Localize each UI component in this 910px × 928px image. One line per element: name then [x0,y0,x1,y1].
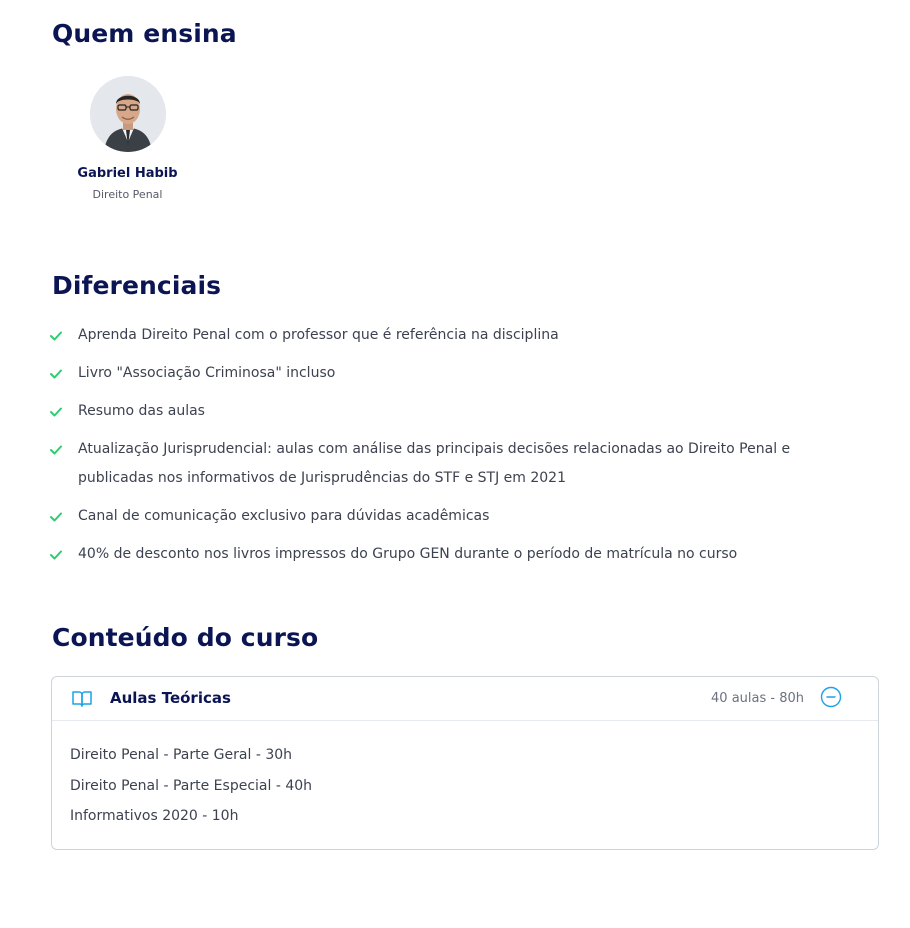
check-icon [50,321,78,350]
feature-text: 40% de desconto nos livros impressos do Grupo GEN durante o período de matrícula no curso [78,546,738,562]
module-header[interactable] [52,677,878,721]
feature-text: Resumo das aulas [78,403,205,419]
check-icon [50,359,78,388]
feature-text: Atualização Jurisprudencial: aulas com análise das principais decisões relacionadas ao Direito Penal e publicadas nos informativos de Jurisprudências do STF e STJ em 2021 [78,441,791,486]
module-item: Direito Penal - Parte Especial - 40h [70,777,313,794]
feature-item [50,321,870,350]
feature-item [50,359,870,388]
check-icon [50,435,78,464]
content-section-title: Conteúdo do curso [52,623,319,652]
feature-text: Canal de comunicação exclusivo para dúvidas acadêmicas [78,508,490,524]
check-icon [50,397,78,426]
feature-text: Livro "Associação Criminosa" incluso [78,365,336,381]
teacher-name: Gabriel Habib [77,166,178,181]
module-body [52,721,878,832]
check-icon [50,502,78,531]
collapse-minus-icon[interactable] [820,686,842,708]
book-open-icon [72,690,92,711]
feature-item [50,502,870,531]
module-item: Informativos 2020 - 10h [70,808,239,824]
teacher-avatar [90,76,166,152]
module-title: Aulas Teóricas [110,689,231,707]
teacher-subject: Direito Penal [92,188,163,201]
check-icon [50,540,78,569]
feature-item [50,540,870,569]
course-module-accordion [51,676,879,850]
features-section-title: Diferenciais [52,271,222,300]
teacher-card[interactable] [62,76,193,201]
features-list [50,321,870,578]
module-meta: 40 aulas - 80h [711,691,804,706]
teachers-section-title: Quem ensina [52,19,237,48]
feature-text: Aprenda Direito Penal com o professor que é referência na disciplina [78,327,559,343]
feature-item [50,397,870,426]
feature-item [50,435,870,493]
module-item: Direito Penal - Parte Geral - 30h [70,747,293,763]
